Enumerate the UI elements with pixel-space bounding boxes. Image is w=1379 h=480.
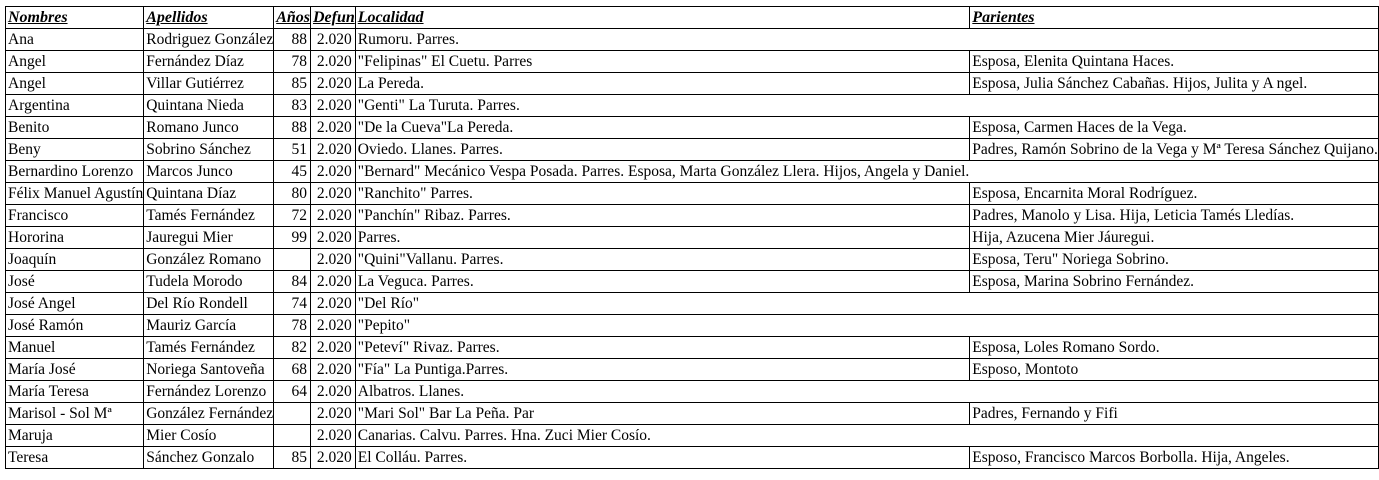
- cell-nombre[interactable]: Félix Manuel Agustín: [6, 183, 144, 205]
- cell-parientes[interactable]: Hija, Azucena Mier Jáuregui.: [970, 227, 1379, 249]
- cell-anos[interactable]: 45: [274, 161, 311, 183]
- cell-localidad[interactable]: "Ranchito" Parres.: [355, 183, 970, 205]
- cell-defun[interactable]: 2.020: [311, 337, 356, 359]
- cell-defun[interactable]: 2.020: [311, 381, 356, 403]
- cell-defun[interactable]: 2.020: [311, 315, 356, 337]
- cell-parientes[interactable]: [970, 161, 1379, 183]
- cell-nombre[interactable]: Angel: [6, 51, 144, 73]
- cell-parientes[interactable]: Esposo, Montoto: [970, 359, 1379, 381]
- cell-anos[interactable]: 99: [274, 227, 311, 249]
- cell-localidad[interactable]: Albatros. Llanes.: [355, 381, 970, 403]
- table-row: [6, 51, 1379, 73]
- cell-defun[interactable]: 2.020: [311, 117, 356, 139]
- cell-anos[interactable]: 78: [274, 51, 311, 73]
- cell-nombre[interactable]: Joaquín: [6, 249, 144, 271]
- cell-parientes[interactable]: [970, 315, 1379, 337]
- cell-apellidos[interactable]: Quintana Díaz: [144, 183, 274, 205]
- table-row: [6, 139, 1379, 161]
- cell-apellidos[interactable]: Quintana Nieda: [144, 95, 274, 117]
- cell-nombre[interactable]: María José: [6, 359, 144, 381]
- cell-apellidos[interactable]: Marcos Junco: [144, 161, 274, 183]
- cell-anos[interactable]: 82: [274, 337, 311, 359]
- cell-nombre[interactable]: Ana: [6, 29, 144, 51]
- cell-defun[interactable]: 2.020: [311, 29, 356, 51]
- cell-parientes[interactable]: Padres, Ramón Sobrino de la Vega y Mª Teresa Sánchez Quijano.: [970, 139, 1379, 161]
- cell-anos[interactable]: 88: [274, 29, 311, 51]
- table-body: [6, 29, 1379, 469]
- cell-anos[interactable]: [274, 425, 311, 447]
- cell-apellidos[interactable]: Tamés Fernández: [144, 337, 274, 359]
- cell-anos[interactable]: 51: [274, 139, 311, 161]
- cell-apellidos[interactable]: Sánchez Gonzalo: [144, 447, 274, 469]
- cell-apellidos[interactable]: González Fernández: [144, 403, 274, 425]
- cell-anos[interactable]: 85: [274, 73, 311, 95]
- cell-apellidos[interactable]: Jauregui Mier: [144, 227, 274, 249]
- cell-nombre[interactable]: María Teresa: [6, 381, 144, 403]
- cell-defun[interactable]: 2.020: [311, 293, 356, 315]
- deceased-table: [5, 6, 1379, 469]
- cell-parientes[interactable]: Esposa, Elenita Quintana Haces.: [970, 51, 1379, 73]
- cell-anos[interactable]: 68: [274, 359, 311, 381]
- cell-anos[interactable]: 80: [274, 183, 311, 205]
- cell-apellidos[interactable]: Fernández Lorenzo: [144, 381, 274, 403]
- cell-parientes[interactable]: [970, 29, 1379, 51]
- header-localidad[interactable]: Localidad: [355, 7, 970, 29]
- cell-defun[interactable]: 2.020: [311, 271, 356, 293]
- table-row: [6, 73, 1379, 95]
- table-row: [6, 271, 1379, 293]
- spreadsheet: [5, 6, 1379, 469]
- header-row: [6, 7, 1379, 29]
- cell-parientes[interactable]: [970, 425, 1379, 447]
- header-defun[interactable]: Defun: [311, 7, 356, 29]
- cell-defun[interactable]: 2.020: [311, 249, 356, 271]
- table-row: [6, 425, 1379, 447]
- header-parientes[interactable]: Parientes: [970, 7, 1379, 29]
- cell-localidad[interactable]: Oviedo. Llanes. Parres.: [355, 139, 970, 161]
- cell-defun[interactable]: 2.020: [311, 183, 356, 205]
- cell-localidad[interactable]: El Colláu. Parres.: [355, 447, 970, 469]
- cell-apellidos[interactable]: Rodriguez González: [144, 29, 274, 51]
- cell-localidad[interactable]: "Pepito": [355, 315, 970, 337]
- cell-parientes[interactable]: Esposa, Julia Sánchez Cabañas. Hijos, Julita y A ngel.: [970, 73, 1379, 95]
- cell-apellidos[interactable]: Fernández Díaz: [144, 51, 274, 73]
- table-row: [6, 315, 1379, 337]
- cell-parientes[interactable]: [970, 381, 1379, 403]
- cell-defun[interactable]: 2.020: [311, 425, 356, 447]
- cell-localidad[interactable]: "Bernard" Mecánico Vespa Posada. Parres. Esposa, Marta González Llera. Hijos, Angela y Daniel.: [355, 161, 970, 183]
- cell-localidad[interactable]: "Quini"Vallanu. Parres.: [355, 249, 970, 271]
- cell-anos[interactable]: 85: [274, 447, 311, 469]
- cell-localidad[interactable]: "Genti" La Turuta. Parres.: [355, 95, 970, 117]
- cell-localidad[interactable]: "De la Cueva"La Pereda.: [355, 117, 970, 139]
- cell-localidad[interactable]: "Peteví" Rivaz. Parres.: [355, 337, 970, 359]
- table-row: [6, 161, 1379, 183]
- cell-apellidos[interactable]: Villar Gutiérrez: [144, 73, 274, 95]
- table-row: [6, 293, 1379, 315]
- cell-nombre[interactable]: Beny: [6, 139, 144, 161]
- cell-localidad[interactable]: Rumoru. Parres.: [355, 29, 970, 51]
- cell-localidad[interactable]: "Mari Sol" Bar La Peña. Par: [355, 403, 970, 425]
- cell-defun[interactable]: 2.020: [311, 359, 356, 381]
- cell-apellidos[interactable]: Mauriz García: [144, 315, 274, 337]
- table-row: [6, 227, 1379, 249]
- cell-nombre[interactable]: Manuel: [6, 337, 144, 359]
- cell-parientes[interactable]: Padres, Fernando y Fifi: [970, 403, 1379, 425]
- table-row: [6, 337, 1379, 359]
- cell-parientes[interactable]: Esposa, Marina Sobrino Fernández.: [970, 271, 1379, 293]
- cell-parientes[interactable]: Padres, Manolo y Lisa. Hija, Leticia Tamés Lledías.: [970, 205, 1379, 227]
- cell-anos[interactable]: 78: [274, 315, 311, 337]
- cell-parientes[interactable]: Esposo, Francisco Marcos Borbolla. Hija, Angeles.: [970, 447, 1379, 469]
- cell-localidad[interactable]: Parres.: [355, 227, 970, 249]
- table-row: [6, 381, 1379, 403]
- cell-nombre[interactable]: Bernardino Lorenzo: [6, 161, 144, 183]
- table-row: [6, 359, 1379, 381]
- cell-nombre[interactable]: Angel: [6, 73, 144, 95]
- header-apellidos[interactable]: Apellidos: [144, 7, 274, 29]
- cell-anos[interactable]: [274, 403, 311, 425]
- cell-apellidos[interactable]: Romano Junco: [144, 117, 274, 139]
- cell-anos[interactable]: 84: [274, 271, 311, 293]
- cell-nombre[interactable]: José: [6, 271, 144, 293]
- cell-apellidos[interactable]: Mier Cosío: [144, 425, 274, 447]
- table-row: [6, 249, 1379, 271]
- cell-localidad[interactable]: "Del Río": [355, 293, 970, 315]
- cell-nombre[interactable]: Teresa: [6, 447, 144, 469]
- cell-parientes[interactable]: Esposa, Teru" Noriega Sobrino.: [970, 249, 1379, 271]
- cell-localidad[interactable]: La Veguca. Parres.: [355, 271, 970, 293]
- cell-anos[interactable]: 64: [274, 381, 311, 403]
- cell-apellidos[interactable]: Tudela Morodo: [144, 271, 274, 293]
- cell-defun[interactable]: 2.020: [311, 403, 356, 425]
- cell-apellidos[interactable]: González Romano: [144, 249, 274, 271]
- cell-apellidos[interactable]: Noriega Santoveña: [144, 359, 274, 381]
- cell-nombre[interactable]: Hororina: [6, 227, 144, 249]
- cell-parientes[interactable]: Esposa, Loles Romano Sordo.: [970, 337, 1379, 359]
- table-row: [6, 95, 1379, 117]
- table-row: [6, 29, 1379, 51]
- cell-apellidos[interactable]: Del Río Rondell: [144, 293, 274, 315]
- cell-nombre[interactable]: Benito: [6, 117, 144, 139]
- cell-defun[interactable]: 2.020: [311, 139, 356, 161]
- cell-anos[interactable]: 83: [274, 95, 311, 117]
- cell-nombre[interactable]: Francisco: [6, 205, 144, 227]
- cell-nombre[interactable]: José Ramón: [6, 315, 144, 337]
- cell-anos[interactable]: 74: [274, 293, 311, 315]
- cell-defun[interactable]: 2.020: [311, 161, 356, 183]
- table-row: [6, 447, 1379, 469]
- cell-parientes[interactable]: Esposa, Encarnita Moral Rodríguez.: [970, 183, 1379, 205]
- cell-nombre[interactable]: José Angel: [6, 293, 144, 315]
- cell-nombre[interactable]: Maruja: [6, 425, 144, 447]
- cell-anos[interactable]: [274, 249, 311, 271]
- cell-defun[interactable]: 2.020: [311, 51, 356, 73]
- cell-localidad[interactable]: La Pereda.: [355, 73, 970, 95]
- cell-localidad[interactable]: "Felipinas" El Cuetu. Parres: [355, 51, 970, 73]
- cell-nombre[interactable]: Argentina: [6, 95, 144, 117]
- cell-defun[interactable]: 2.020: [311, 447, 356, 469]
- table-row: [6, 403, 1379, 425]
- cell-apellidos[interactable]: Tamés Fernández: [144, 205, 274, 227]
- cell-apellidos[interactable]: Sobrino Sánchez: [144, 139, 274, 161]
- cell-defun[interactable]: 2.020: [311, 205, 356, 227]
- header-nombres[interactable]: Nombres: [6, 7, 144, 29]
- header-anos[interactable]: Años: [274, 7, 311, 29]
- cell-localidad[interactable]: Canarias. Calvu. Parres. Hna. Zuci Mier Cosío.: [355, 425, 970, 447]
- cell-parientes[interactable]: Esposa, Carmen Haces de la Vega.: [970, 117, 1379, 139]
- cell-defun[interactable]: 2.020: [311, 73, 356, 95]
- table-row: [6, 183, 1379, 205]
- cell-anos[interactable]: 72: [274, 205, 311, 227]
- table-row: [6, 205, 1379, 227]
- cell-parientes[interactable]: [970, 95, 1379, 117]
- cell-localidad[interactable]: "Panchín" Ribaz. Parres.: [355, 205, 970, 227]
- cell-defun[interactable]: 2.020: [311, 95, 356, 117]
- cell-anos[interactable]: 88: [274, 117, 311, 139]
- table-row: [6, 117, 1379, 139]
- cell-nombre[interactable]: Marisol - Sol Mª: [6, 403, 144, 425]
- cell-parientes[interactable]: [970, 293, 1379, 315]
- cell-defun[interactable]: 2.020: [311, 227, 356, 249]
- cell-localidad[interactable]: "Fía" La Puntiga.Parres.: [355, 359, 970, 381]
